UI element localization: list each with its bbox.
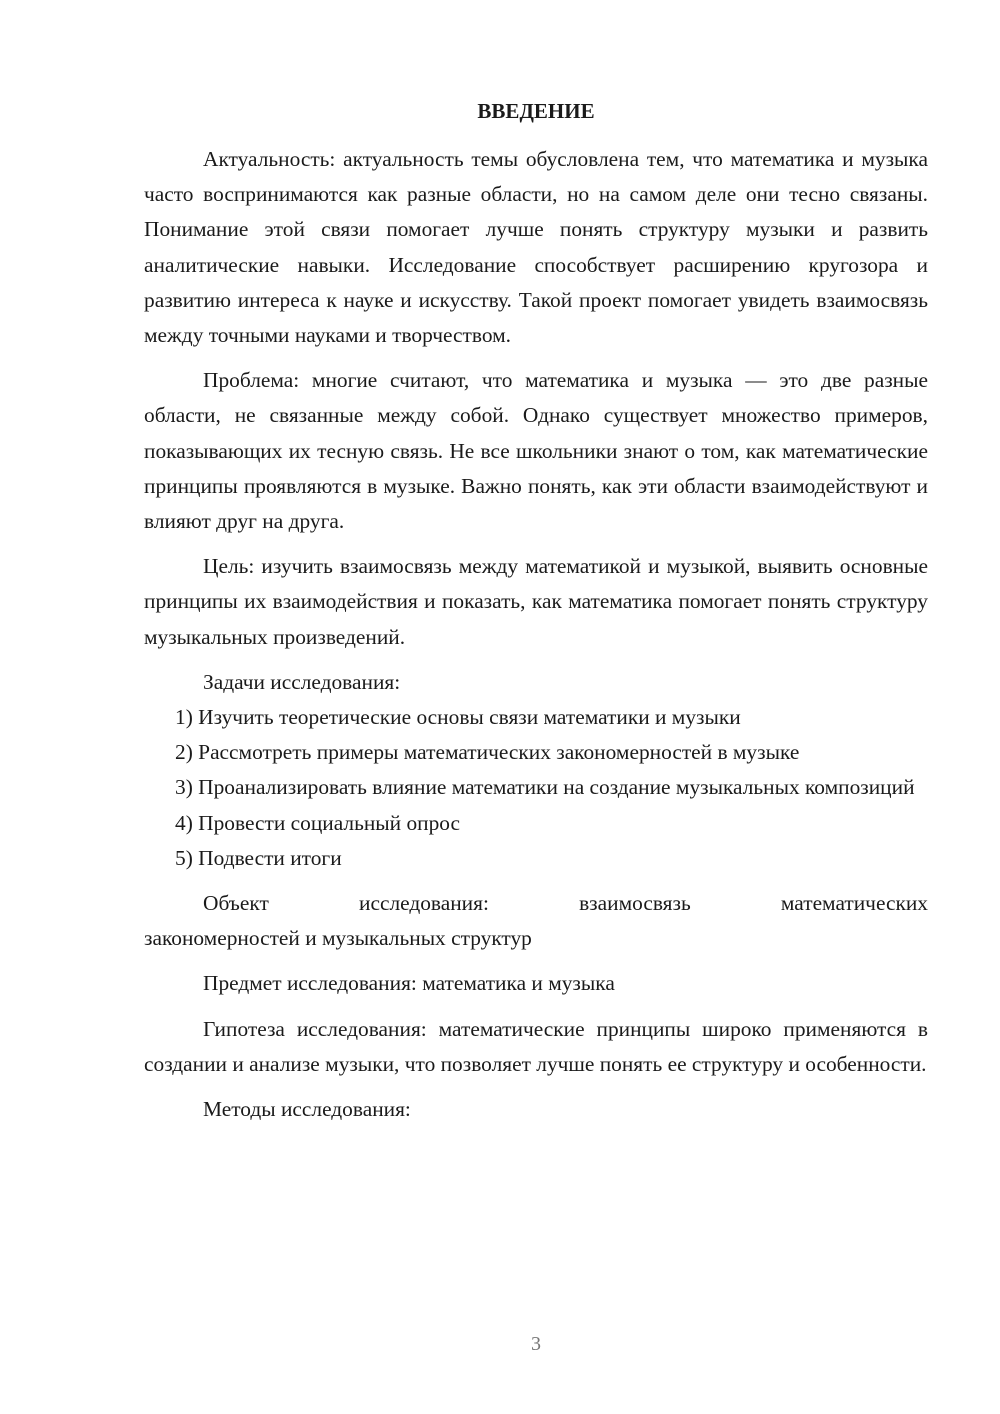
- tasks-heading: Задачи исследования:: [203, 669, 401, 694]
- subject-paragraph: Предмет исследования: математика и музыка: [203, 971, 615, 996]
- document-body: [144, 142, 928, 1127]
- goal-paragraph: Цель: изучить взаимосвязь между математикой и музыкой, выявить основные принципы их взаимодействия и показать, как математика помогает понять структуру музыкальных произведений.: [144, 554, 928, 649]
- task-item-5: 5) Подвести итоги: [175, 845, 342, 870]
- relevance-paragraph: Актуальность: актуальность темы обусловлена тем, что математика и музыка часто воспринимаются как разные области, но на самом деле они тесно связаны. Понимание этой связи помогает лучше понять структуру музыки и развить аналитические навыки. Исследование способствует расширению кругозора и развитию интереса к науке и искусству. Такой проект помогает увидеть взаимосвязь между точными науками и творчеством.: [144, 147, 928, 348]
- problem-paragraph: Проблема: многие считают, что математика и музыка — это две разные области, не связанные между собой. Однако существует множество примеров, показывающих их тесную связь. Не все школьники знают о том, как математические принципы проявляются в музыке. Важно понять, как эти области взаимодействуют и влияют друг на друга.: [144, 368, 928, 534]
- object-line-2: закономерностей и музыкальных структур: [144, 926, 532, 951]
- task-item-4: 4) Провести социальный опрос: [175, 810, 461, 835]
- object-line-1: Объект исследования: взаимосвязь математических: [203, 891, 928, 916]
- task-item-3: 3) Проанализировать влияние математики на создание музыкальных композиций: [175, 775, 915, 800]
- task-item-1: 1) Изучить теоретические основы связи математики и музыки: [175, 705, 741, 730]
- section-heading: ВВЕДЕНИЕ: [477, 99, 595, 123]
- methods-heading: Методы исследования:: [203, 1097, 411, 1122]
- hypothesis-paragraph: Гипотеза исследования: математические принципы широко применяются в создании и анализе музыки, что позволяет лучше понять ее структуру и особенности.: [144, 1016, 928, 1076]
- task-item-2: 2) Рассмотреть примеры математических закономерностей в музыке: [175, 740, 800, 765]
- page-number: 3: [531, 1333, 541, 1355]
- object-paragraph: [144, 886, 928, 956]
